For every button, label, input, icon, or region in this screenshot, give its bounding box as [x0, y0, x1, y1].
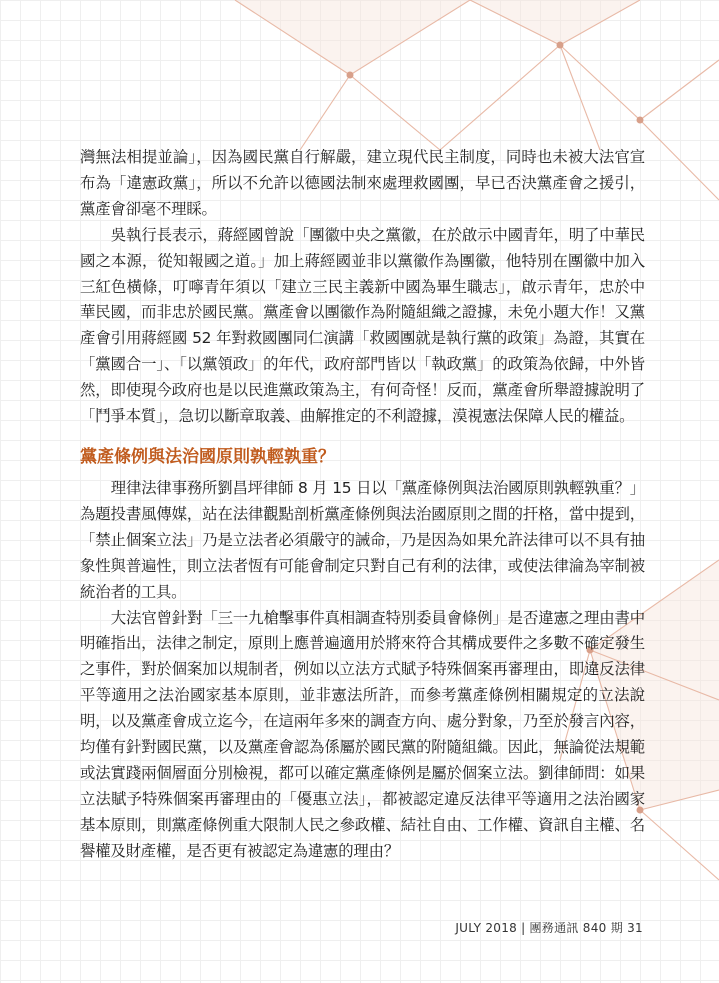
network-node: [557, 42, 564, 49]
article-paragraph: 吳執行長表示，蔣經國曾說「團徽中央之黨徽，在於啟示中國青年，明了中華民國之本源，從知報國之道。」加上蔣經國並非以黨徽作為團徽，他特別在團徽中加入三紅色橫條，叮嚀青年須以「建立三民主義新中國為畢生職志」，啟示青年，忠於中華民國，而非忠於國民黨。黨產會以團徽作為附隨組織之證據，未免小題大作！又黨產會引用蔣經國 52 年對救國團同仁演講「救國團就是執行黨的政策」為證，其實在「黨國合一」、「以黨領政」的年代，政府部門皆以「執政黨」的政策為依歸，中外皆然，即使現今政府也是以民進黨政策為主，有何奇怪！反而，黨產會所舉證據說明了「鬥爭本質」，急切以斷章取義、曲解推定的不利證據，漠視憲法保障人民的權益。: [80, 225, 645, 426]
footer-separator: |: [521, 921, 526, 935]
footer-date: JULY 2018: [455, 921, 518, 935]
network-node: [637, 117, 644, 124]
article-body: [80, 145, 645, 865]
footer-publication: 團務通訊 840 期 31: [529, 921, 643, 935]
article-paragraph: 灣無法相提並論」，因為國民黨自行解嚴，建立現代民主制度，同時也未被大法官宣布為「違憲政黨」，所以不允許以德國法制來處理救國團，早已否決黨產會之援引，黨產會卻毫不理睬。: [80, 148, 645, 218]
network-node: [347, 72, 354, 79]
article-paragraph: 理律法律事務所劉昌坪律師 8 月 15 日以「黨產條例與法治國原則孰輕孰重？」為題投書風傳媒，站在法律觀點剖析黨產條例與法治國原則之間的扞格，當中提到，「禁止個案立法」乃是立法者必須嚴守的誡命，乃是因為如果允許法律可以不具有抽象性與普遍性，則立法者恆有可能會制定只對自己有利的法律，或使法律淪為宰制被統治者的工具。: [80, 478, 645, 601]
section-heading: 黨產條例與法治國原則孰輕孰重？: [80, 446, 335, 467]
article-paragraph: 大法官曾針對「三一九槍擊事件真相調查特別委員會條例」是否違憲之理由書中明確指出，法律之制定，原則上應普遍適用於將來符合其構成要件之多數不確定發生之事件，對於個案加以規制者，例如以立法方式賦予特殊個案再審理由，即違反法律平等適用之法治國家基本原則，並非憲法所許，而參考黨產條例相關規定的立法說明，以及黨產會成立迄今，在這兩年多來的調查方向、處分對象，乃至於發言內容，均僅有針對國民黨，以及黨產會認為係屬於國民黨的附隨組織。因此，無論從法規範或法實踐兩個層面分別檢視，都可以確定黨產條例是屬於個案立法。劉律師問：如果立法賦予特殊個案再審理由的「優惠立法」，都被認定違反法律平等適用之法治國家基本原則，則黨產條例重大限制人民之參政權、結社自由、工作權、資訊自主權、名譽權及財產權，是否更有被認定為違憲的理由？: [80, 608, 645, 860]
page-footer: [455, 919, 643, 936]
